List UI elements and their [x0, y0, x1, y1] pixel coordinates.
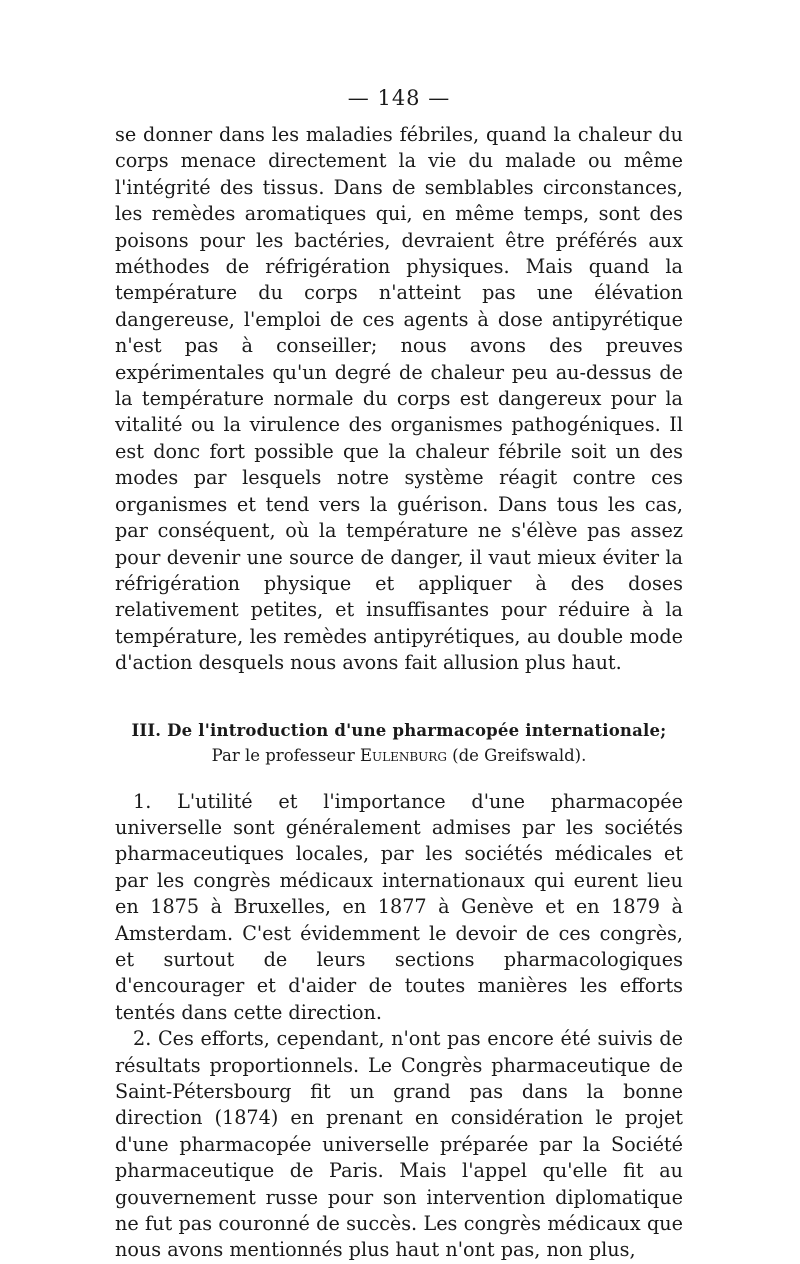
page-number: — 148 — [347, 86, 451, 110]
section-heading: III. De l'introduction d'une pharmacopée internationale; [131, 720, 667, 740]
paragraph-antipyretics: se donner dans les maladies fébriles, quand la chaleur du corps menace directement la vie du malade ou même l'intégrité des tissus. Dans de semblables circonstances, les remèdes aromatiques qui, en même temps, sont des poisons pour les bactéries, devraient être préférés aux méthodes de réfrigération physiques. Mais quand la température du corps n'atteint pas une élévation dangereuse, l'emploi de ces agents à dose antipyrétique n'est pas à conseiller; nous avons des preuves expérimentales qu'un degré de chaleur peu au-dessus de la température normale du corps est dangereux pour la vitalité ou la virulence des organismes pathogéniques. Il est donc fort possible que la chaleur fébrile soit un des modes par lesquels notre système réagit contre ces organismes et tend vers la guérison. Dans tous les cas, par conséquent, où la température ne s'élève pas assez pour devenir une source de danger, il vaut mieux éviter la réfrigération physique et appliquer à des doses relativement petites, et insuffisantes pour réduire à la température, les remèdes antipyrétiques, au double mode d'action desquels nous avons fait allusion plus haut. [115, 123, 683, 675]
paragraph-utility: 1. L'utilité et l'importance d'une pharmacopée universelle sont généralement admises par les sociétés pharmaceutiques locales, par les sociétés médicales et par les congrès médicaux internationaux qui eurent lieu en 1875 à Bruxelles, en 1877 à Genève et en 1879 à Amsterdam. C'est évidemment le devoir de ces congrès, et surtout de leurs sections pharmacologiques d'encourager et d'aider de toutes manières les efforts tentés dans cette direction. [115, 789, 683, 1024]
author-prefix: Par le professeur [211, 745, 355, 765]
author-place: (de Greifswald). [452, 745, 587, 765]
section-author [115, 746, 683, 765]
author-name: Eulenburg [359, 745, 447, 765]
paragraph-efforts: 2. Ces efforts, cependant, n'ont pas encore été suivis de résultats proportionnels. Le Congrès pharmaceutique de Saint-Pétersbourg fit un grand pas dans la bonne direction (1874) en prenant en considération le projet d'une pharmacopée universelle préparée par la Société pharmaceutique de Paris. Mais l'appel qu'elle fit au gouvernement russe pour son intervention diplomatique ne fut pas couronné de succès. Les congrès médicaux que nous avons mentionnés plus haut n'ont pas, non plus, [115, 1027, 683, 1262]
page-body [115, 86, 683, 1264]
